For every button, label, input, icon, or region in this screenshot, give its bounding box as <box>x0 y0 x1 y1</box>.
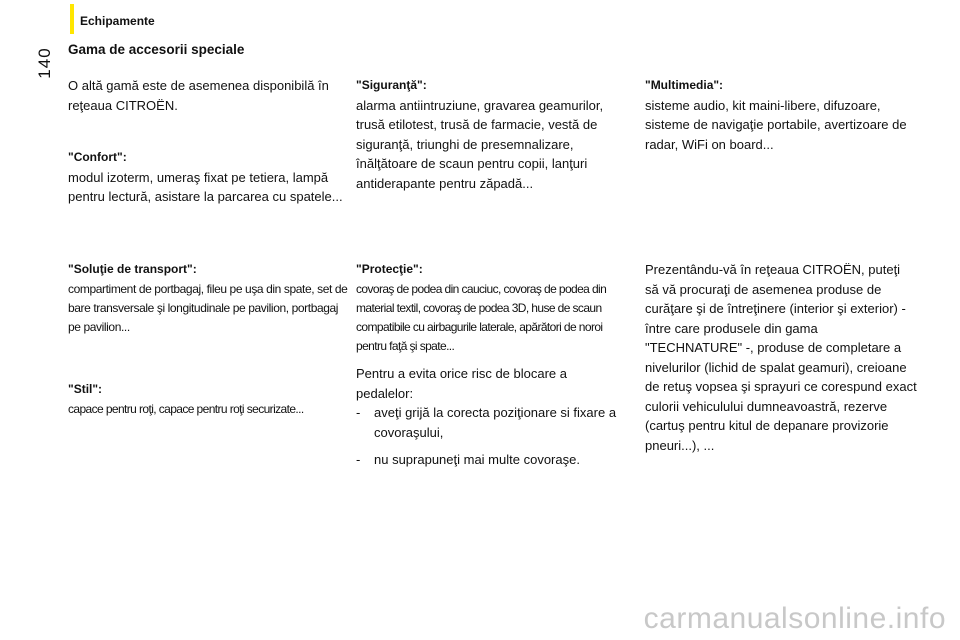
page-title: Gama de accesorii speciale <box>68 42 245 57</box>
multimedia-block <box>645 76 915 154</box>
watermark: carmanualsonline.info <box>643 602 946 635</box>
protectie-text: covoraş de podea din cauciuc, covoraş de podea din material textil, covoraş de podea 3D, huse de scaun compatibile cu airbagurile laterale, apărători de noroi pentru faţă şi spate... <box>356 281 607 353</box>
transport-text: compartiment de portbagaj, fileu pe uşa din spate, set de bare transversale şi longitudinale pe pavilion, portbagaj pe pavilion... <box>68 281 348 334</box>
network-text: Prezentându-vă în reţeaua CITROËN, puteţi să vă procuraţi de asemenea produse de curăţare şi de întreţinere (interior şi exterior) - între care produsele din gama "TECHNATURE" -, produse de completare a nivelurilor (lichid de spalat geamuri), creioane de retuş vopsea şi sprayuri ce corespund exact culorii vehiculului dumneavoastră, rezerve (cartuş pentru kitul de depanare provizorie pneuri...), ... <box>645 262 917 453</box>
list-item-text: aveţi grijă la corecta poziţionare si fixare a covoraşului, <box>374 405 617 440</box>
network-block <box>645 260 917 455</box>
siguranta-heading: "Siguranţă": <box>356 78 427 92</box>
confort-block <box>68 148 350 207</box>
intro-block <box>68 76 348 115</box>
protectie-heading: "Protecţie": <box>356 262 423 276</box>
multimedia-heading: "Multimedia": <box>645 78 724 92</box>
section-label: Echipamente <box>80 14 155 28</box>
protectie-block <box>356 260 628 356</box>
transport-heading: "Soluţie de transport": <box>68 262 197 276</box>
section-accent-bar <box>70 4 74 34</box>
warning-intro: Pentru a evita orice risc de blocare a pedalelor: <box>356 366 567 401</box>
page-number: 140 <box>35 47 54 79</box>
warning-block <box>356 364 624 470</box>
siguranta-block <box>356 76 626 193</box>
list-dash: - <box>356 452 361 467</box>
confort-text: modul izoterm, umeraş fixat pe tetiera, lampă pentru lectură, asistare la parcarea cu spatele... <box>68 169 343 204</box>
list-item <box>356 450 624 470</box>
stil-text: capace pentru roţi, capace pentru roţi securizate... <box>68 401 304 416</box>
list-item-text: nu suprapuneţi mai multe covoraşe. <box>374 452 580 467</box>
stil-heading: "Stil": <box>68 382 103 396</box>
multimedia-text: sisteme audio, kit maini-libere, difuzoare, sisteme de navigaţie portabile, avertizoare de radar, WiFi on board... <box>645 97 907 152</box>
confort-heading: "Confort": <box>68 150 127 164</box>
transport-block <box>68 260 352 337</box>
intro-text: O altă gamă este de asemenea disponibilă în reţeaua CITROËN. <box>68 78 329 113</box>
list-item <box>356 403 624 442</box>
list-dash: - <box>356 405 361 420</box>
siguranta-text: alarma antiintruziune, gravarea geamurilor, trusă etilotest, trusă de farmacie, vestă de siguranţă, triunghi de presemnalizare, înălţătoare de scaun pentru copii, lanţuri antiderapante pentru zăpadă... <box>356 97 604 191</box>
stil-block <box>68 380 358 419</box>
